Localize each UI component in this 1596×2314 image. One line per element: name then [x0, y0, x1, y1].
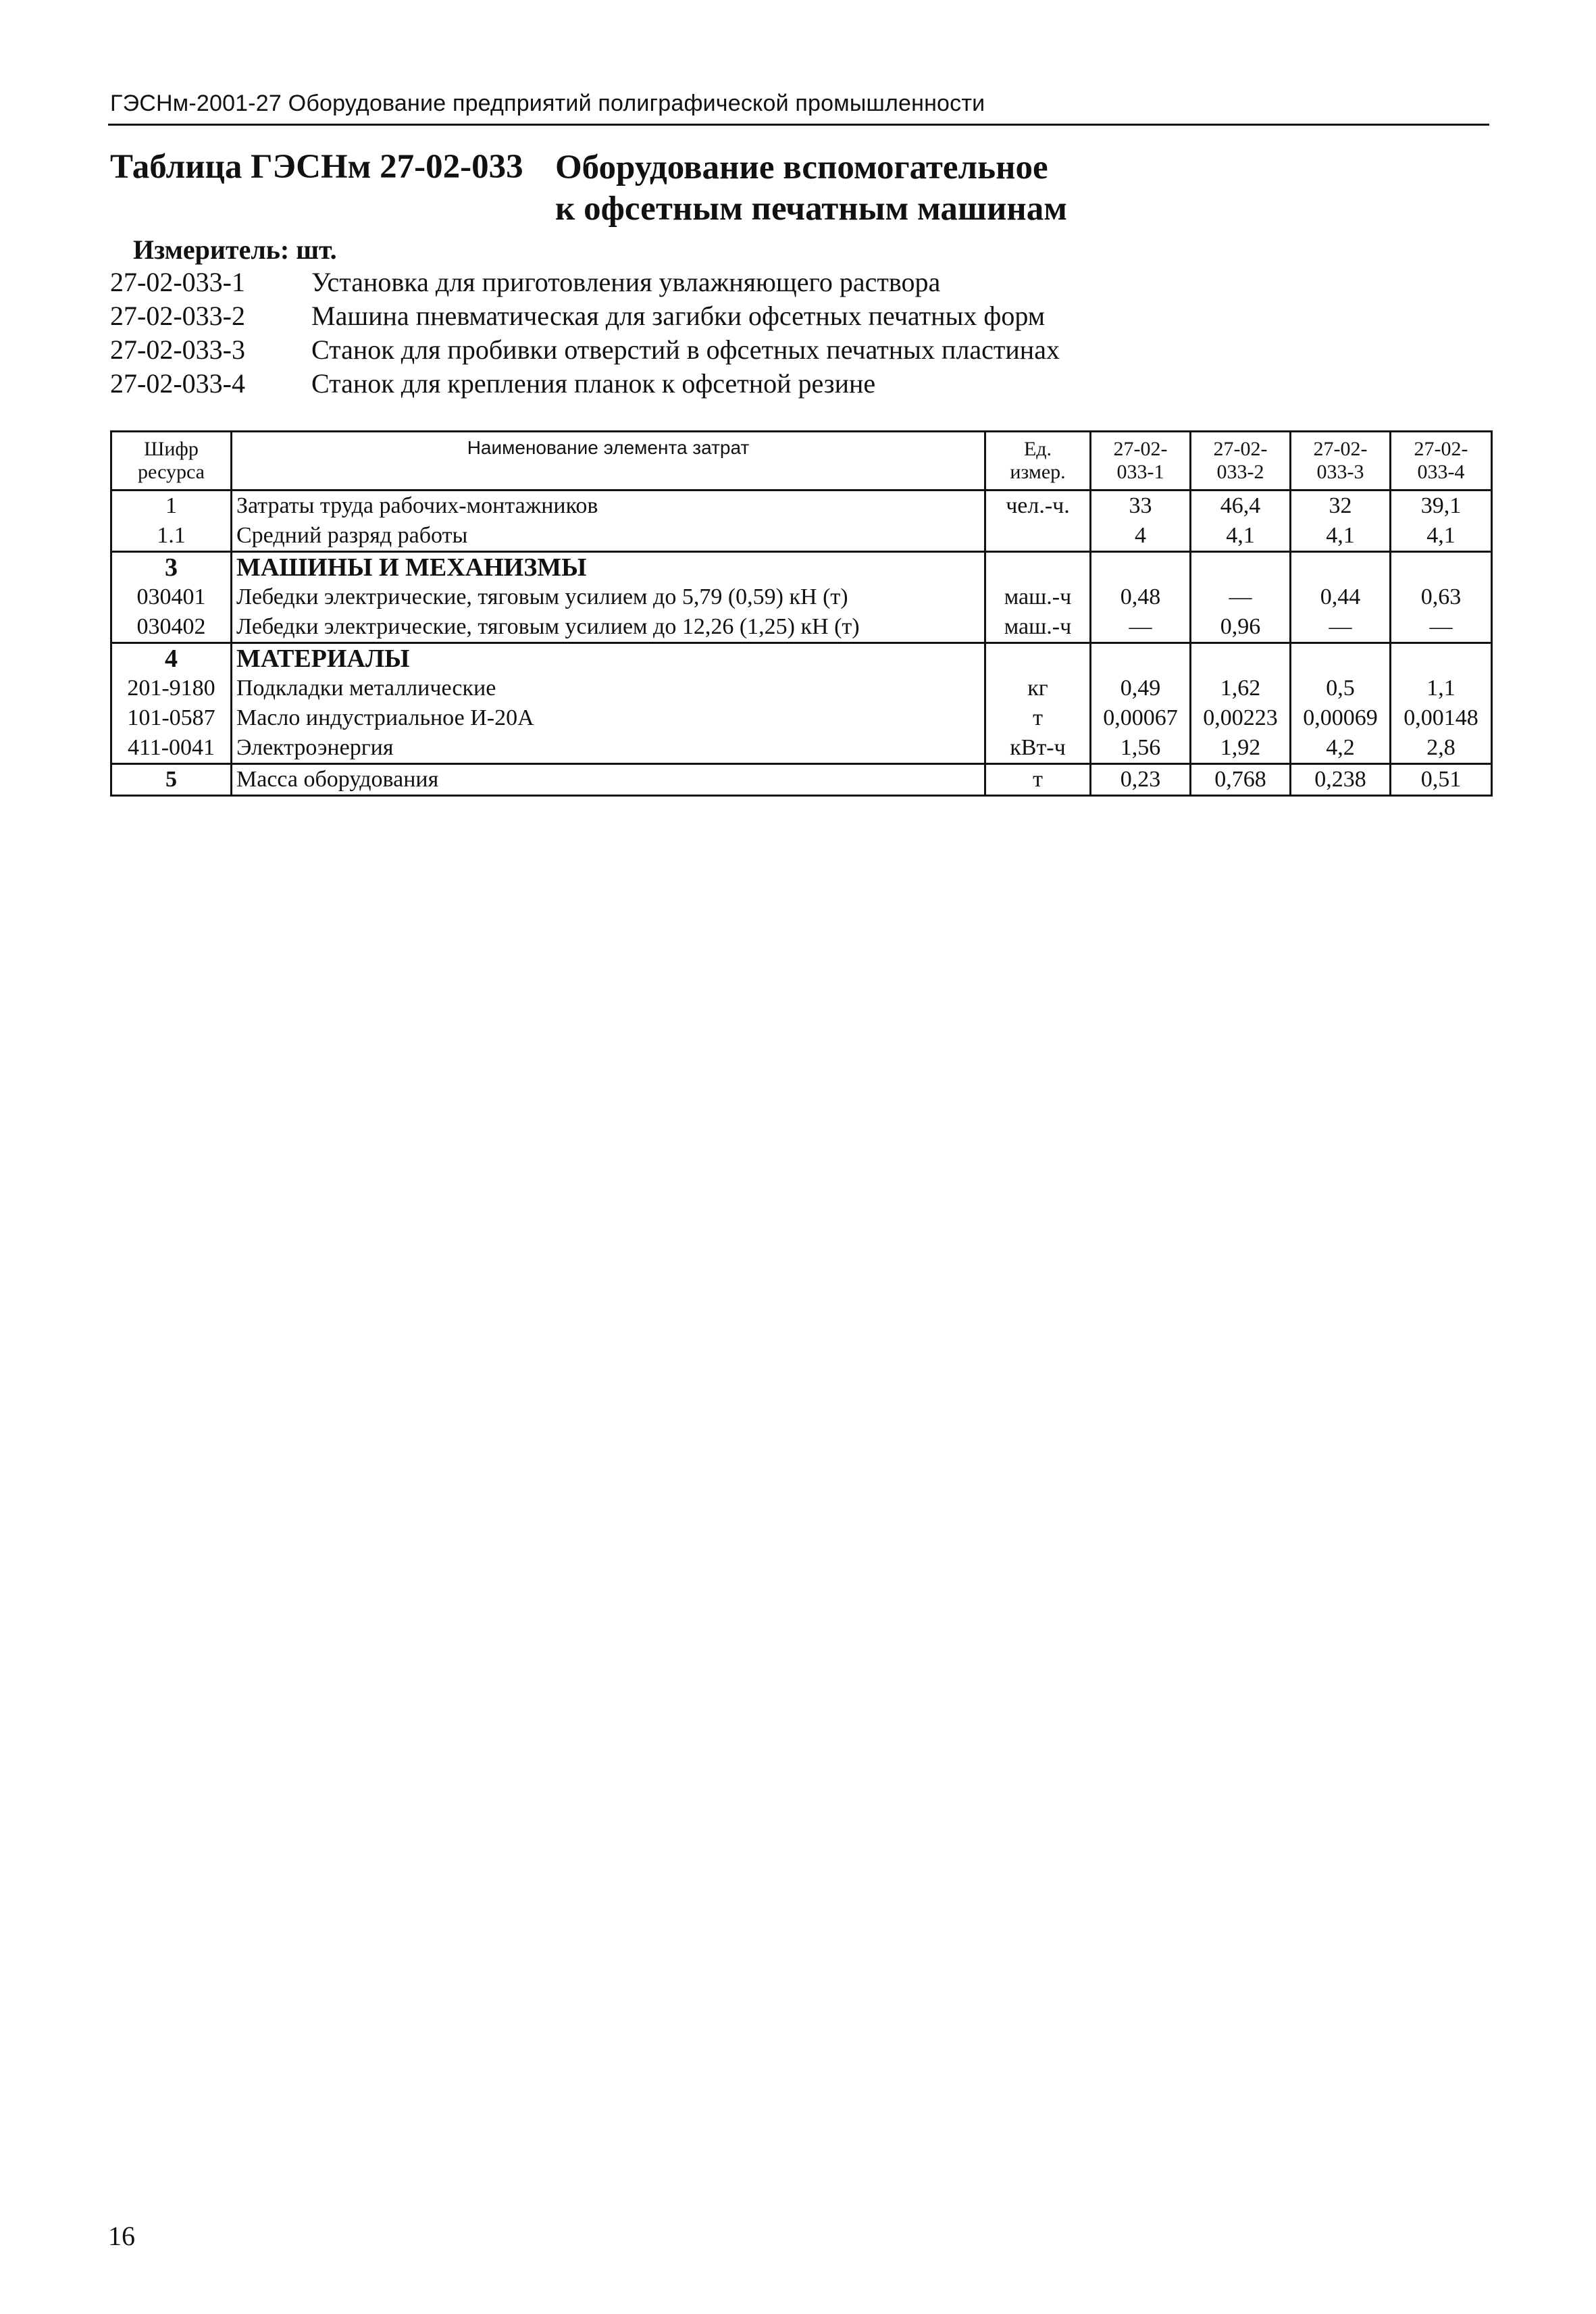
cell-value: 0,48 [1091, 582, 1191, 612]
cell-value: 1,92 [1191, 733, 1291, 764]
cell-unit [985, 521, 1091, 552]
cell-value: 4 [1091, 521, 1191, 552]
cell-value: 4,1 [1191, 521, 1291, 552]
cell-value: — [1391, 612, 1492, 643]
cell-value: 1,62 [1191, 674, 1291, 703]
cell-unit [985, 552, 1091, 583]
cell-value [1091, 643, 1191, 674]
cell-value [1191, 643, 1291, 674]
table-title-line1: Оборудование вспомогательное [555, 149, 1048, 186]
cell-value: 0,5 [1291, 674, 1391, 703]
cell-value: 46,4 [1191, 491, 1291, 522]
header-col-3: 27-02- 033-3 [1291, 432, 1391, 491]
code-list-item [110, 300, 1060, 334]
cell-value [1191, 552, 1291, 583]
header-col-2: 27-02- 033-2 [1191, 432, 1291, 491]
code-text: Станок для пробивки отверстий в офсетных печатных пластинах [311, 334, 1060, 365]
code-list-item [110, 266, 1060, 300]
cell-name: Масло индустриальное И-20А [232, 703, 985, 733]
cell-code: 030402 [111, 612, 232, 643]
cell-code: 411-0041 [111, 733, 232, 764]
table-row [111, 521, 1492, 552]
header-name: Наименование элемента затрат [232, 432, 985, 491]
cell-value: 0,51 [1391, 764, 1492, 796]
cell-value: — [1091, 612, 1191, 643]
cell-code: 1 [111, 491, 232, 522]
page-number: 16 [108, 2221, 135, 2251]
table-section-row [111, 643, 1492, 674]
code-id: 27-02-033-4 [110, 368, 245, 399]
cell-name: Средний разряд работы [232, 521, 985, 552]
cell-value: 0,96 [1191, 612, 1291, 643]
cell-code: 030401 [111, 582, 232, 612]
cell-name: МАТЕРИАЛЫ [232, 643, 985, 674]
table-row [111, 674, 1492, 703]
cell-value: 33 [1091, 491, 1191, 522]
cell-value: — [1291, 612, 1391, 643]
cell-value [1391, 552, 1492, 583]
cell-value: 4,1 [1391, 521, 1492, 552]
cell-value: 39,1 [1391, 491, 1492, 522]
header-col-4: 27-02- 033-4 [1391, 432, 1492, 491]
table-row [111, 703, 1492, 733]
table-row [111, 733, 1492, 764]
table-title-line2: к офсетным печатным машинам [555, 190, 1067, 228]
cell-name: Лебедки электрические, тяговым усилием до 12,26 (1,25) кН (т) [232, 612, 985, 643]
cell-unit: кВт-ч [985, 733, 1091, 764]
code-id: 27-02-033-1 [110, 267, 245, 297]
header-rule [108, 124, 1489, 126]
cell-value: 1,56 [1091, 733, 1191, 764]
table-title-label: Таблица ГЭСНм 27-02-033 [110, 148, 523, 186]
cell-name: Лебедки электрические, тяговым усилием до 5,79 (0,59) кН (т) [232, 582, 985, 612]
cell-value: 4,2 [1291, 733, 1391, 764]
cell-name: МАШИНЫ И МЕХАНИЗМЫ [232, 552, 985, 583]
running-header: ГЭСНм-2001-27 Оборудование предприятий полиграфической промышленности [110, 91, 985, 116]
cell-code: 201-9180 [111, 674, 232, 703]
cell-unit: маш.-ч [985, 612, 1091, 643]
cell-code: 3 [111, 552, 232, 583]
cell-value: 0,238 [1291, 764, 1391, 796]
cell-unit [985, 643, 1091, 674]
table-title [555, 147, 1067, 230]
cell-code: 101-0587 [111, 703, 232, 733]
cell-value: — [1191, 582, 1291, 612]
cell-value: 2,8 [1391, 733, 1492, 764]
code-id: 27-02-033-2 [110, 301, 245, 331]
cell-name: Масса оборудования [232, 764, 985, 796]
cell-value: 0,00223 [1191, 703, 1291, 733]
cell-value: 0,768 [1191, 764, 1291, 796]
cell-name: Электроэнергия [232, 733, 985, 764]
cell-value [1291, 552, 1391, 583]
cell-name: Затраты труда рабочих-монтажников [232, 491, 985, 522]
measure-label: Измеритель: [133, 234, 290, 265]
cell-value: 0,00069 [1291, 703, 1391, 733]
table-header-row [111, 432, 1492, 491]
table-row [111, 764, 1492, 796]
cell-unit: т [985, 764, 1091, 796]
header-code: Шифр ресурса [111, 432, 232, 491]
code-list-item [110, 334, 1060, 368]
header-unit: Ед. измер. [985, 432, 1091, 491]
cell-value [1291, 643, 1391, 674]
cell-code: 4 [111, 643, 232, 674]
code-text: Машина пневматическая для загибки офсетных печатных форм [311, 301, 1046, 331]
cell-unit: кг [985, 674, 1091, 703]
cell-value: 32 [1291, 491, 1391, 522]
table-row [111, 612, 1492, 643]
cell-value: 4,1 [1291, 521, 1391, 552]
code-text: Станок для крепления планок к офсетной резине [311, 368, 876, 399]
cell-value: 0,49 [1091, 674, 1191, 703]
code-id: 27-02-033-3 [110, 334, 245, 365]
header-col-1: 27-02- 033-1 [1091, 432, 1191, 491]
table-row [111, 491, 1492, 522]
cell-unit: т [985, 703, 1091, 733]
cell-name: Подкладки металлические [232, 674, 985, 703]
cell-value: 0,23 [1091, 764, 1191, 796]
code-text: Установка для приготовления увлажняющего раствора [311, 267, 941, 297]
code-list [110, 266, 1060, 401]
cell-value [1391, 643, 1492, 674]
cell-value [1091, 552, 1191, 583]
cell-unit: маш.-ч [985, 582, 1091, 612]
measure-value: шт. [296, 234, 337, 265]
cell-code: 5 [111, 764, 232, 796]
table-section-row [111, 552, 1492, 583]
cell-value: 0,63 [1391, 582, 1492, 612]
cell-unit: чел.-ч. [985, 491, 1091, 522]
cell-value: 0,44 [1291, 582, 1391, 612]
code-list-item [110, 368, 1060, 401]
measure-unit [133, 234, 337, 266]
cell-value: 0,00067 [1091, 703, 1191, 733]
resource-table [110, 430, 1493, 797]
cell-code: 1.1 [111, 521, 232, 552]
table-row [111, 582, 1492, 612]
cell-value: 1,1 [1391, 674, 1492, 703]
cell-value: 0,00148 [1391, 703, 1492, 733]
